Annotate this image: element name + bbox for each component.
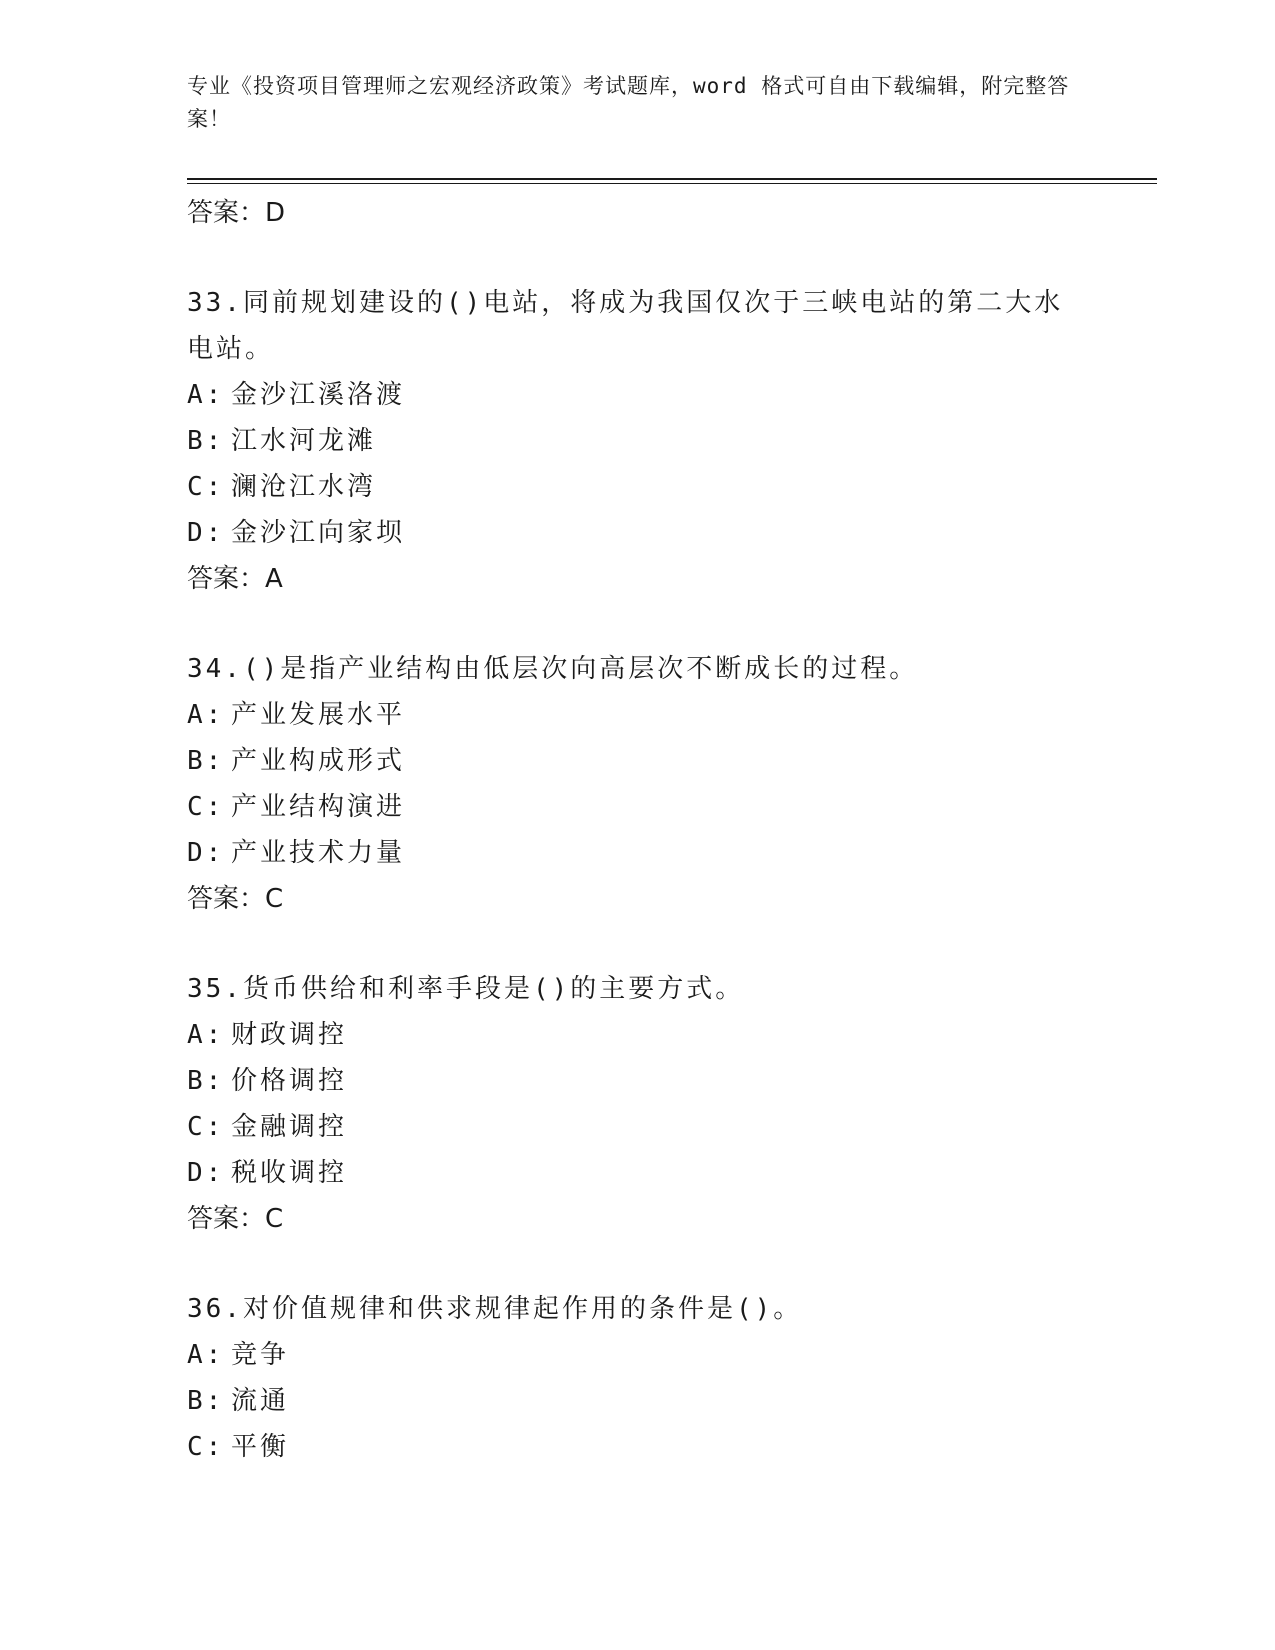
option-letter: C: (187, 792, 225, 822)
option-letter: B: (187, 1386, 225, 1416)
option-text: 产业结构演进 (231, 792, 406, 822)
option-letter: D: (187, 518, 225, 548)
option-text: 平衡 (231, 1432, 290, 1462)
option-letter: A: (187, 1020, 225, 1050)
option-c (187, 1424, 1087, 1470)
option-text: 竞争 (231, 1340, 290, 1370)
option-text: 澜沧江水湾 (231, 472, 377, 502)
option-letter: B: (187, 426, 225, 456)
answer-line: 答案：C (187, 884, 284, 914)
option-b (187, 1058, 1087, 1104)
option-c (187, 464, 1087, 510)
answer-line: 答案：C (187, 1204, 284, 1234)
header-rule-thin (187, 183, 1157, 184)
option-text: 财政调控 (231, 1020, 348, 1050)
question-text: 34.()是指产业结构由低层次向高层次不断成长的过程。 (187, 654, 919, 684)
option-letter: C: (187, 1432, 225, 1462)
question-text: 36.对价值规律和供求规律起作用的条件是()。 (187, 1294, 803, 1324)
question-text: 33.同前规划建设的()电站，将成为我国仅次于三峡电站的第二大水电站。 (187, 288, 1064, 364)
question-item (187, 280, 1087, 602)
option-letter: D: (187, 1158, 225, 1188)
option-b (187, 738, 1087, 784)
question-item (187, 966, 1087, 1242)
option-letter: A: (187, 700, 225, 730)
option-d (187, 1150, 1087, 1196)
option-text: 产业发展水平 (231, 700, 406, 730)
answer-line: 答案：D (187, 198, 286, 228)
option-text: 金沙江溪洛渡 (231, 380, 406, 410)
option-b (187, 418, 1087, 464)
option-letter: A: (187, 1340, 225, 1370)
option-letter: C: (187, 472, 225, 502)
document-page (187, 0, 1157, 1650)
option-a (187, 692, 1087, 738)
header-rule (187, 178, 1157, 180)
option-letter: A: (187, 380, 225, 410)
option-letter: C: (187, 1112, 225, 1142)
option-text: 产业技术力量 (231, 838, 406, 868)
option-a (187, 1332, 1087, 1378)
option-d (187, 830, 1087, 876)
option-letter: B: (187, 1066, 225, 1096)
option-text: 金沙江向家坝 (231, 518, 406, 548)
answer-line: 答案：A (187, 564, 283, 594)
question-item (187, 1286, 1087, 1470)
option-text: 产业构成形式 (231, 746, 406, 776)
option-d (187, 510, 1087, 556)
option-letter: D: (187, 838, 225, 868)
option-b (187, 1378, 1087, 1424)
option-text: 税收调控 (231, 1158, 348, 1188)
option-letter: B: (187, 746, 225, 776)
question-list (187, 190, 1087, 1470)
option-a (187, 1012, 1087, 1058)
option-a (187, 372, 1087, 418)
option-text: 流通 (231, 1386, 290, 1416)
page-header: 专业《投资项目管理师之宏观经济政策》考试题库，word 格式可自由下载编辑，附完整答案！ (187, 74, 1070, 131)
option-c (187, 1104, 1087, 1150)
option-text: 金融调控 (231, 1112, 348, 1142)
question-item (187, 646, 1087, 922)
option-c (187, 784, 1087, 830)
option-text: 江水河龙滩 (231, 426, 377, 456)
option-text: 价格调控 (231, 1066, 348, 1096)
question-text: 35.货币供给和利率手段是()的主要方式。 (187, 974, 745, 1004)
